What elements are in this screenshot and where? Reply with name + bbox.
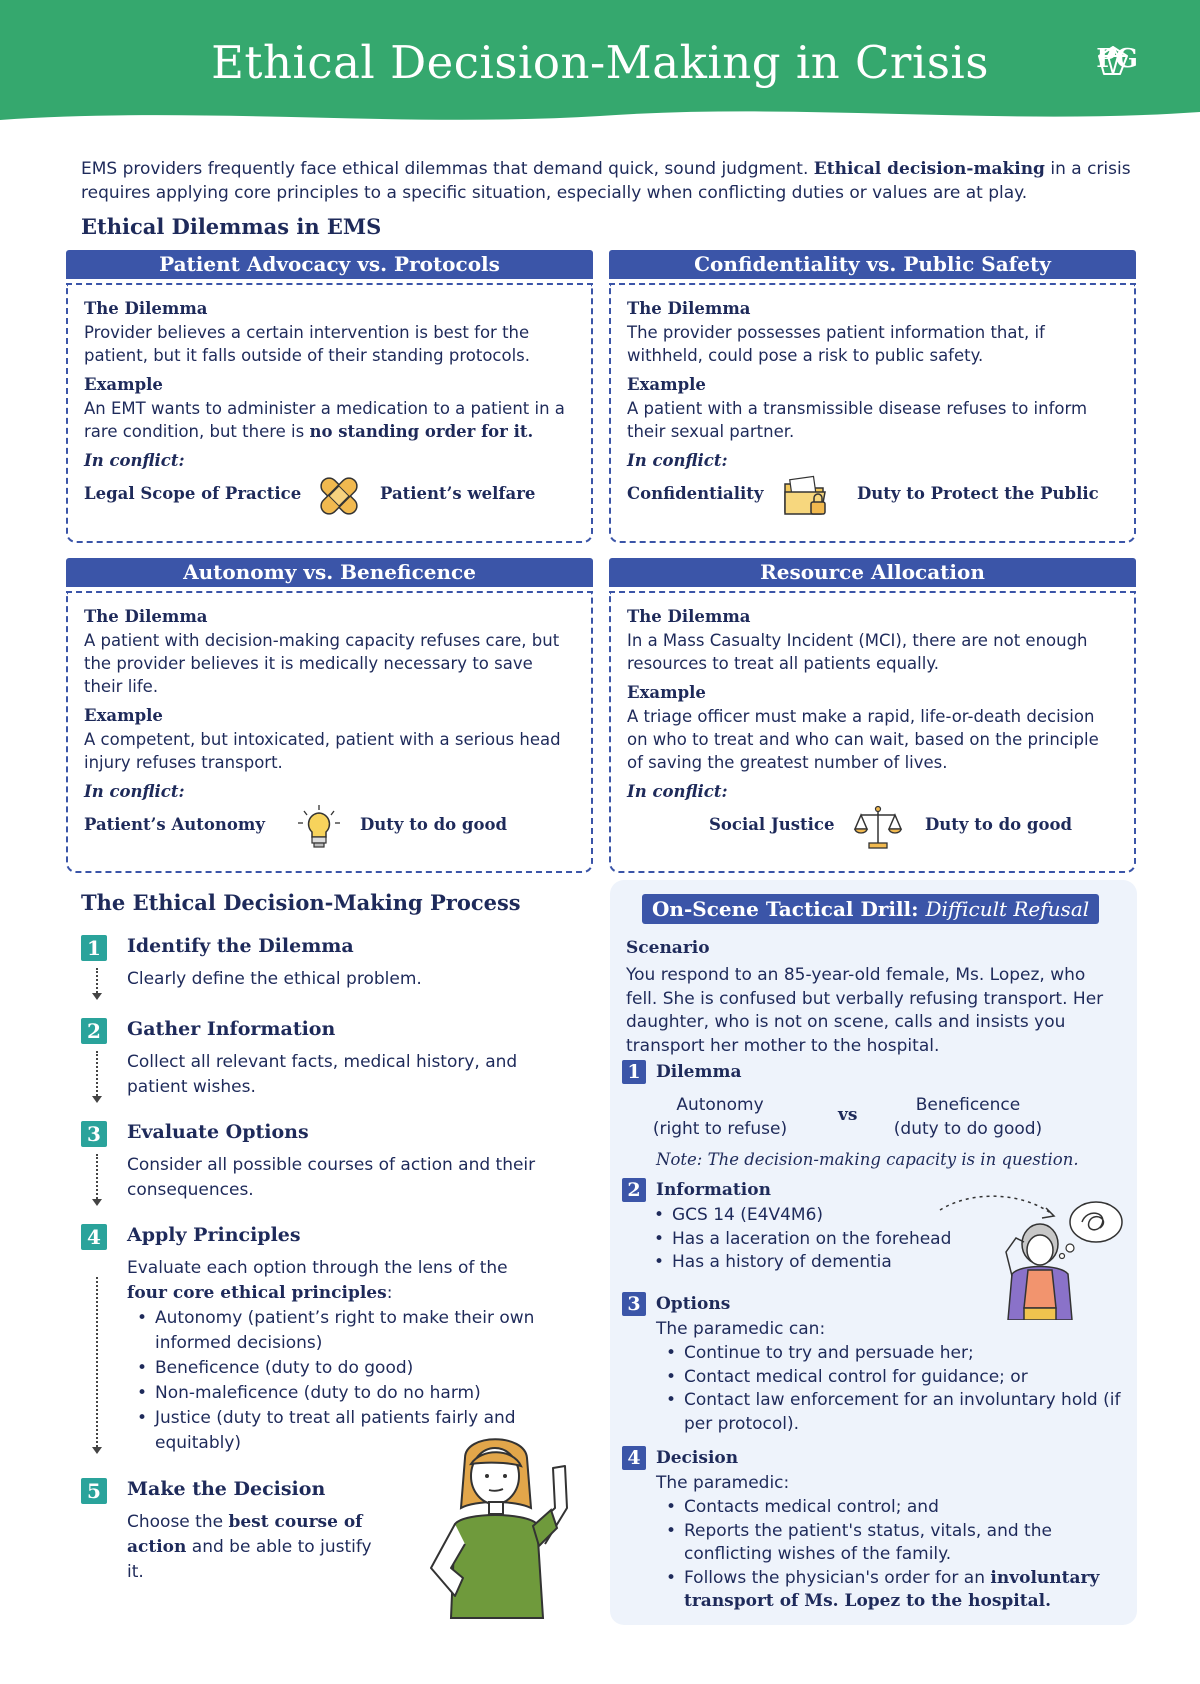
example-label: Example [84,706,163,725]
list-item [656,1567,1106,1614]
list-item: • GCS 14 (E4V4M6) [644,1204,974,1228]
conflict-left: Social Justice [709,815,835,834]
autonomy-desc: (right to refuse) [652,1118,788,1139]
decision-list [656,1496,1106,1614]
list-item: • Has a laceration on the forehead [644,1228,974,1252]
list-item: • Justice (duty to treat all patients fairly and equitably) [127,1406,547,1456]
options-intro: The paramedic can: [656,1319,826,1339]
example-text: A triage officer must make a rapid, life-or-death decision on who to treat and who can wait, based on the principle of saving the greatest number of lives. [627,707,1099,772]
step-connector [96,1277,98,1447]
conflict-right: Duty to do good [360,815,508,834]
list-item: • Autonomy (patient’s right to make their own informed decisions) [127,1306,547,1356]
step-number: 1 [81,935,107,961]
gem-logo-icon [1096,44,1130,78]
intro-paragraph [81,157,1131,205]
conflict-right: Patient’s welfare [380,484,536,503]
lightbulb-icon [294,803,344,851]
example-text-main: An EMT wants to administer a medication to a patient in a rare condition, but there is [84,399,565,441]
card-body [609,283,1136,543]
example-label: Example [627,683,706,702]
step-number: 2 [81,1018,107,1044]
step-text: Clearly define the ethical problem. [127,969,422,989]
dilemma-label: The Dilemma [84,299,208,318]
autonomy-label: Autonomy [676,1095,764,1115]
step-title: Identify the Dilemma [127,935,354,957]
scenario-text: You respond to an 85-year-old female, Ms. Lopez, who fell. She is confused but verbally refusing transport. Her daughter, who is not on scene, calls and insists you transport her mother to the hospital. [626,965,1104,1056]
list-item: • Beneficence (duty to do good) [127,1356,547,1381]
bandage-icon [314,472,364,520]
beneficence-label: Beneficence [915,1095,1021,1115]
step-title: Apply Principles [127,1224,301,1246]
card-title: Patient Advocacy vs. Protocols [66,250,593,279]
step-connector [96,1154,98,1199]
step-text: Collect all relevant facts, medical history, and patient wishes. [127,1052,518,1097]
conflict-right: Duty to Protect the Public [857,484,1099,503]
step-text [127,1510,377,1585]
beneficence-desc: (duty to do good) [893,1118,1043,1139]
header-banner [0,0,1200,126]
step-title: Evaluate Options [127,1121,309,1143]
vs-label: vs [838,1105,858,1125]
logo-text: PG [1096,44,1138,74]
connector-arrow-icon [92,1199,102,1206]
step-text-after: and be able to justify it. [127,1537,372,1582]
intro-text: EMS providers frequently face ethical dilemmas that demand quick, sound judgment. [81,159,814,179]
step-text-main: Choose the [127,1512,229,1532]
step-text: Consider all possible courses of action and their consequences. [127,1155,536,1200]
scales-icon [853,803,903,851]
list-item: • Continue to try and persuade her; [656,1342,1126,1366]
connector-arrow-icon [92,1096,102,1103]
drill-step-number: 1 [622,1060,646,1084]
step-text-bold: best course of action [127,1512,363,1557]
drill-step-number: 4 [622,1446,646,1470]
in-conflict-label: In conflict: [84,782,185,801]
drill-step-number: 2 [622,1178,646,1202]
example-text: A competent, but intoxicated, patient with a serious head injury refuses transport. [84,730,561,772]
locked-folder-icon [781,472,831,520]
example-text: A patient with a transmissible disease refuses to inform their sexual partner. [627,399,1088,441]
decision-last-text: Follows the physician's order for an [684,1567,991,1588]
in-conflict-label: In conflict: [84,451,185,470]
example-text-bold: no standing order for it. [309,422,534,441]
dilemma-card-autonomy [66,558,593,873]
logo [1096,44,1138,74]
card-title: Resource Allocation [609,558,1136,587]
dilemma-card-resources [609,558,1136,873]
in-conflict-label: In conflict: [627,782,728,801]
dilemma-card-confidentiality [609,250,1136,543]
conflict-row [627,472,1118,516]
drill-title-italic: Difficult Refusal [925,897,1090,921]
card-title: Autonomy vs. Beneficence [66,558,593,587]
drill-options-label: Options [656,1294,731,1314]
list-item: • Reports the patient's status, vitals, and the conflicting wishes of the family. [656,1520,1106,1567]
drill-title [642,894,1099,924]
step-number: 4 [81,1224,107,1250]
scenario-label: Scenario [626,938,710,958]
step-number: 5 [81,1478,107,1504]
example-label: Example [627,375,706,394]
step-text [127,1256,547,1456]
page-title: Ethical Decision-Making in Crisis [211,36,989,89]
dilemma-text: Provider believes a certain intervention is best for the patient, but it falls outside of their standing protocols. [84,323,531,365]
dilemma-text: A patient with decision-making capacity refuses care, but the provider believes it is medically necessary to save their life. [84,631,560,696]
conflict-row [84,472,575,516]
list-item: • Contact medical control for guidance; or [656,1366,1126,1390]
step-connector [96,968,98,993]
connector-arrow-icon [92,1447,102,1454]
conflict-right: Duty to do good [925,815,1073,834]
card-body [66,283,593,543]
step-text-main: Evaluate each option through the lens of the [127,1258,508,1278]
process-section-title: The Ethical Decision-Making Process [81,890,521,915]
info-list [644,1204,974,1275]
conflict-row [84,803,575,847]
intro-bold: Ethical decision-making [813,159,1045,179]
conflict-left: Legal Scope of Practice [84,484,302,503]
list-item: • Non-maleficence (duty to do no harm) [127,1381,547,1406]
decision-last-bold: involuntary transport of Ms. Lopez to the hospital. [684,1567,1100,1611]
step-title: Gather Information [127,1018,336,1040]
thinking-woman-illustration [425,1428,585,1628]
step-title: Make the Decision [127,1478,326,1500]
dilemma-text: The provider possesses patient information that, if withheld, could pose a risk to public safety. [627,323,1045,365]
connector-arrow-icon [92,993,102,1000]
card-title: Confidentiality vs. Public Safety [609,250,1136,279]
list-item: • Contacts medical control; and [656,1496,1106,1520]
dilemma-label: The Dilemma [627,607,751,626]
example-label: Example [84,375,163,394]
card-body [609,591,1136,873]
list-item: • Has a history of dementia [644,1251,974,1275]
dilemmas-section-title: Ethical Dilemmas in EMS [81,214,382,239]
dilemma-label: The Dilemma [627,299,751,318]
options-list [656,1342,1126,1436]
step-text-after: : [386,1283,393,1303]
dilemma-card-advocacy [66,250,593,543]
tactical-drill-panel [610,880,1137,1625]
step-connector [96,1051,98,1096]
dilemma-label: The Dilemma [84,607,208,626]
drill-dilemma-label: Dilemma [656,1062,742,1082]
autonomy-side [640,1094,800,1141]
list-item: • Contact law enforcement for an involuntary hold (if per protocol). [656,1389,1126,1436]
conflict-left: Confidentiality [627,484,764,503]
drill-decision-label: Decision [656,1448,739,1468]
beneficence-side [878,1094,1058,1141]
card-body [66,591,593,873]
drill-title-main: On-Scene Tactical Drill: [652,897,926,921]
dilemma-text: In a Mass Casualty Incident (MCI), there are not enough resources to treat all patients equally. [627,631,1088,673]
conflict-row [627,803,1118,847]
in-conflict-label: In conflict: [627,451,728,470]
decision-intro: The paramedic: [656,1473,790,1493]
confused-elderly-woman-illustration [932,1190,1132,1320]
conflict-left: Patient’s Autonomy [84,815,265,834]
drill-step-number: 3 [622,1292,646,1316]
step-text-bold: four core ethical principles [127,1283,387,1303]
step-number: 3 [81,1121,107,1147]
capacity-note: Note: The decision-making capacity is in question. [656,1150,1079,1169]
drill-info-label: Information [656,1180,771,1200]
example-text [84,397,575,443]
intro-text-after: in a crisis requires applying core principles to a specific situation, especially when conflicting duties or values are at play. [81,159,1131,203]
